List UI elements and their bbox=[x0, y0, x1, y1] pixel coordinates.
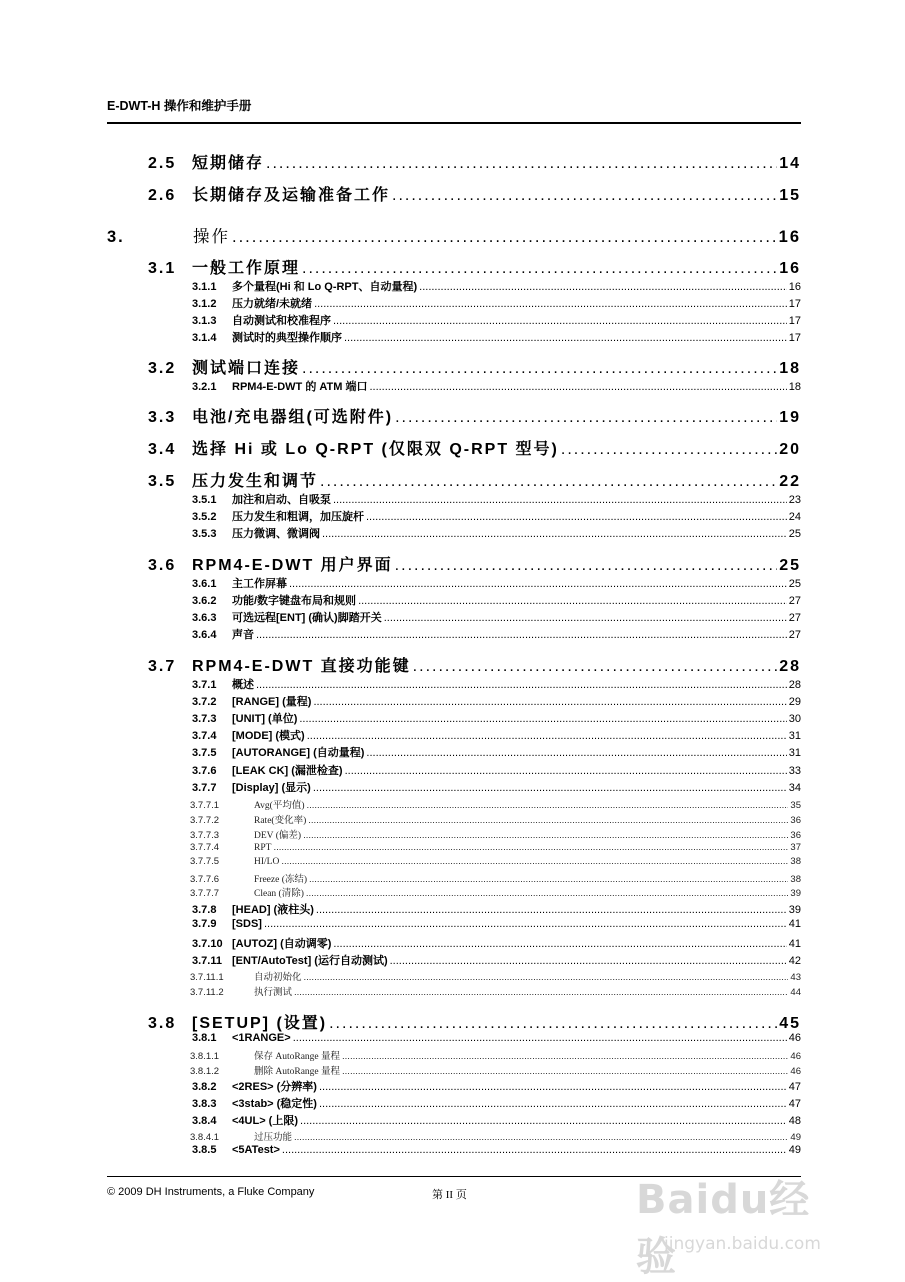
toc-entry[interactable] bbox=[190, 984, 801, 998]
toc-dot-leader bbox=[342, 1051, 788, 1062]
toc-entry-page: 16 bbox=[788, 281, 801, 293]
toc-entry-number: 2.6 bbox=[148, 187, 177, 204]
toc-entry-page: 36 bbox=[790, 830, 801, 841]
toc-dot-leader bbox=[316, 904, 787, 916]
toc-entry-number: 3.5 bbox=[148, 473, 177, 490]
toc-dot-leader bbox=[342, 1066, 788, 1077]
toc-entry[interactable] bbox=[190, 1129, 801, 1143]
toc-entry[interactable] bbox=[192, 952, 801, 968]
toc-entry-page: 45 bbox=[779, 1015, 801, 1032]
toc-entry-title: Freeze (冻结) bbox=[254, 875, 308, 885]
toc-entry-title: 压力微调、微调阀 bbox=[232, 528, 320, 540]
toc-entry-number: 3.7.11.2 bbox=[190, 987, 224, 998]
toc-entry[interactable] bbox=[192, 592, 801, 608]
toc-entry[interactable] bbox=[192, 779, 801, 795]
toc-entry-title: [HEAD] (液柱头) bbox=[232, 904, 314, 916]
toc-dot-leader bbox=[303, 830, 788, 841]
toc-entry[interactable] bbox=[192, 1078, 801, 1094]
toc-dot-leader bbox=[232, 228, 777, 247]
toc-dot-leader bbox=[299, 713, 786, 725]
toc-dot-leader bbox=[358, 595, 787, 607]
toc-entry[interactable] bbox=[107, 223, 801, 247]
toc-dot-leader bbox=[384, 612, 787, 624]
toc-entry[interactable] bbox=[190, 871, 801, 885]
toc-entry-title: RPM4-E-DWT 的 ATM 端口 bbox=[232, 381, 368, 393]
toc-entry-page: 47 bbox=[788, 1081, 801, 1093]
toc-entry[interactable] bbox=[190, 969, 801, 983]
document-header: E-DWT-H 操作和维护手册 bbox=[107, 99, 252, 113]
toc-entry-number: 3.6.1 bbox=[192, 578, 217, 590]
toc-entry-title: 自动初始化 bbox=[254, 973, 302, 983]
toc-entry-page: 44 bbox=[790, 987, 801, 998]
toc-entry[interactable] bbox=[148, 436, 801, 459]
watermark-url: jingyan.baidu.com bbox=[664, 1234, 821, 1254]
toc-dot-leader bbox=[333, 494, 787, 506]
toc-entry-title: [LEAK CK] (漏泄检查) bbox=[232, 765, 343, 777]
toc-entry-number: 3.8.1.2 bbox=[190, 1066, 220, 1077]
toc-entry-number: 3.7.8 bbox=[192, 904, 217, 916]
toc-entry[interactable] bbox=[192, 312, 801, 328]
toc-entry-page: 29 bbox=[788, 696, 801, 708]
footer-copyright: © 2009 DH Instruments, a Fluke Company bbox=[107, 1186, 315, 1198]
toc-entry-title: 压力发生和调节 bbox=[192, 473, 319, 490]
toc-entry[interactable] bbox=[192, 935, 801, 951]
toc-entry[interactable] bbox=[192, 508, 801, 524]
toc-entry[interactable] bbox=[192, 744, 801, 760]
toc-entry-number: 3.1.1 bbox=[192, 281, 217, 293]
toc-entry[interactable] bbox=[192, 693, 801, 709]
toc-entry-page: 41 bbox=[788, 918, 801, 930]
toc-entry-page: 27 bbox=[788, 629, 801, 641]
toc-entry-number: 3.1.2 bbox=[192, 298, 217, 310]
toc-entry-title: DEV (偏差) bbox=[254, 831, 302, 841]
toc-entry-number: 3.6 bbox=[148, 557, 177, 574]
toc-entry-page: 25 bbox=[788, 578, 801, 590]
toc-entry-number: 3.3 bbox=[148, 409, 177, 426]
toc-dot-leader bbox=[313, 696, 786, 708]
toc-entry-number: 3.7.7.6 bbox=[190, 874, 220, 885]
toc-dot-leader bbox=[345, 765, 787, 777]
toc-entry-title: <2RES> (分辨率) bbox=[232, 1081, 317, 1093]
toc-entry[interactable] bbox=[192, 609, 801, 625]
toc-entry-number: 3.6.4 bbox=[192, 629, 217, 641]
toc-entry-number: 3.7.3 bbox=[192, 713, 217, 725]
toc-dot-leader bbox=[256, 629, 787, 641]
toc-entry-page: 36 bbox=[790, 815, 801, 826]
toc-entry-title: RPT bbox=[254, 843, 272, 853]
toc-entry-number: 3.7.11.1 bbox=[190, 972, 224, 983]
toc-entry-title: Rate(变化率) bbox=[254, 816, 307, 826]
toc-entry[interactable] bbox=[192, 762, 801, 778]
toc-entry-number: 3.7.2 bbox=[192, 696, 217, 708]
toc-dot-leader bbox=[302, 360, 777, 378]
toc-entry-page: 19 bbox=[779, 409, 801, 426]
toc-entry-page: 33 bbox=[788, 765, 801, 777]
toc-entry-page: 27 bbox=[788, 595, 801, 607]
toc-entry-number: 3.7.11 bbox=[192, 955, 222, 967]
toc-entry-title: 自动测试和校准程序 bbox=[232, 315, 331, 327]
toc-dot-leader bbox=[282, 1144, 787, 1156]
toc-entry-page: 20 bbox=[779, 441, 801, 458]
toc-entry-title: <1RANGE> bbox=[232, 1032, 291, 1044]
toc-entry-number: 3.7.5 bbox=[192, 747, 217, 759]
toc-entry[interactable] bbox=[192, 710, 801, 726]
toc-entry-number: 3.7.7.3 bbox=[190, 830, 220, 841]
toc-dot-leader bbox=[366, 511, 787, 523]
toc-entry-number: 3.6.2 bbox=[192, 595, 217, 607]
toc-entry-title: 删除 AutoRange 量程 bbox=[254, 1067, 341, 1077]
baidu-watermark bbox=[636, 1168, 846, 1280]
toc-entry-number: 3.8.1.1 bbox=[190, 1051, 220, 1062]
toc-entry-page: 30 bbox=[788, 713, 801, 725]
toc-entry-number: 3.7.7.4 bbox=[190, 842, 220, 853]
toc-entry-number: 3.7 bbox=[148, 658, 177, 675]
toc-dot-leader bbox=[366, 747, 786, 759]
toc-entry-number: 3.5.2 bbox=[192, 511, 217, 523]
toc-entry[interactable] bbox=[192, 676, 801, 692]
toc-dot-leader bbox=[344, 332, 787, 344]
toc-entry[interactable] bbox=[190, 827, 801, 841]
toc-dot-leader bbox=[395, 409, 777, 427]
toc-entry-number: 3.7.7.5 bbox=[190, 856, 220, 867]
toc-entry-title: 执行测试 bbox=[254, 988, 293, 998]
toc-entry-page: 39 bbox=[788, 904, 801, 916]
toc-entry-title: 压力就绪/未就绪 bbox=[232, 298, 313, 310]
toc-entry-number: 3.8.4 bbox=[192, 1115, 217, 1127]
toc-entry-page: 49 bbox=[788, 1144, 801, 1156]
toc-entry-page: 28 bbox=[779, 658, 801, 675]
toc-entry-page: 18 bbox=[788, 381, 801, 393]
toc-entry[interactable] bbox=[148, 1010, 801, 1033]
toc-entry-title: [ENT/AutoTest] (运行自动测试) bbox=[232, 955, 388, 967]
toc-entry[interactable] bbox=[148, 255, 801, 278]
toc-entry-title: 电池/充电器组(可选附件) bbox=[192, 409, 394, 426]
toc-entry-page: 46 bbox=[788, 1032, 801, 1044]
toc-entry-title: 短期储存 bbox=[192, 155, 265, 172]
toc-dot-leader bbox=[300, 1115, 787, 1127]
toc-dot-leader bbox=[314, 298, 787, 310]
toc-entry-number: 3.6.3 bbox=[192, 612, 217, 624]
toc-entry-title: [SDS] bbox=[232, 918, 262, 930]
toc-dot-leader bbox=[308, 815, 788, 826]
toc-entry[interactable] bbox=[192, 491, 801, 507]
toc-entry[interactable] bbox=[192, 1144, 801, 1156]
toc-entry-number: 3.7.7.1 bbox=[190, 800, 220, 811]
toc-dot-leader bbox=[333, 938, 786, 950]
toc-entry-number: 2.5 bbox=[148, 155, 177, 172]
toc-entry[interactable] bbox=[192, 1095, 801, 1111]
toc-entry-title: [AUTOZ] (自动调零) bbox=[232, 938, 332, 950]
toc-entry-number: 3.7.7 bbox=[192, 782, 217, 794]
toc-dot-leader bbox=[390, 955, 787, 967]
toc-dot-leader bbox=[392, 187, 777, 205]
toc-entry-title: 功能/数字键盘布局和规则 bbox=[232, 595, 357, 607]
toc-entry[interactable] bbox=[192, 329, 801, 345]
toc-entry-number: 3.7.7.2 bbox=[190, 815, 220, 826]
toc-dot-leader bbox=[294, 987, 788, 998]
toc-dot-leader bbox=[273, 842, 788, 853]
toc-dot-leader bbox=[313, 782, 787, 794]
toc-entry-page: 25 bbox=[779, 557, 801, 574]
toc-entry-number: 3.8.3 bbox=[192, 1098, 217, 1110]
toc-entry-page: 48 bbox=[788, 1115, 801, 1127]
toc-entry-title: [MODE] (模式) bbox=[232, 730, 305, 742]
toc-entry-title: 选择 Hi 或 Lo Q-RPT (仅限双 Q-RPT 型号) bbox=[192, 441, 559, 458]
toc-entry[interactable] bbox=[190, 1048, 801, 1062]
toc-entry[interactable] bbox=[148, 355, 801, 378]
toc-entry-number: 3.8.2 bbox=[192, 1081, 217, 1093]
toc-entry-title: 一般工作原理 bbox=[192, 260, 301, 277]
toc-entry-number: 3.1.4 bbox=[192, 332, 217, 344]
toc-entry[interactable] bbox=[190, 1063, 801, 1077]
toc-entry-page: 43 bbox=[790, 972, 801, 983]
toc-dot-leader bbox=[293, 1032, 787, 1044]
toc-dot-leader bbox=[306, 800, 788, 811]
toc-entry-number: 3.1.3 bbox=[192, 315, 217, 327]
toc-entry-number: 3.7.10 bbox=[192, 938, 223, 950]
toc-dot-leader bbox=[329, 1015, 777, 1033]
toc-dot-leader bbox=[294, 1132, 788, 1143]
toc-entry[interactable] bbox=[192, 727, 801, 743]
toc-entry-page: 46 bbox=[790, 1051, 801, 1062]
toc-entry[interactable] bbox=[190, 842, 801, 853]
toc-dot-leader bbox=[266, 155, 777, 173]
toc-entry-page: 35 bbox=[790, 800, 801, 811]
toc-entry[interactable] bbox=[192, 575, 801, 591]
footer-page-number: 第 II 页 bbox=[432, 1189, 467, 1201]
toc-entry[interactable] bbox=[192, 525, 801, 541]
toc-entry-page: 17 bbox=[788, 315, 801, 327]
toc-entry-page: 18 bbox=[779, 360, 801, 377]
toc-entry-number: 3.8.4.1 bbox=[190, 1132, 220, 1143]
toc-entry-title: 多个量程(Hi 和 Lo Q-RPT、自动量程) bbox=[232, 281, 418, 293]
toc-entry-page: 49 bbox=[790, 1132, 801, 1143]
toc-entry-page: 38 bbox=[790, 856, 801, 867]
toc-entry-page: 34 bbox=[788, 782, 801, 794]
toc-dot-leader bbox=[333, 315, 787, 327]
toc-entry-title: 主工作屏幕 bbox=[232, 578, 287, 590]
toc-entry-page: 37 bbox=[790, 842, 801, 853]
toc-entry-title: 压力发生和粗调，加压旋杆 bbox=[232, 511, 364, 523]
toc-entry[interactable] bbox=[192, 901, 801, 917]
toc-entry-title: <4UL> (上限) bbox=[232, 1115, 299, 1127]
toc-entry-title: [AUTORANGE] (自动量程) bbox=[232, 747, 365, 759]
toc-entry[interactable] bbox=[192, 1112, 801, 1128]
toc-dot-leader bbox=[561, 441, 777, 459]
toc-entry-page: 16 bbox=[778, 228, 801, 246]
watermark-brand: Baidu经验 bbox=[636, 1177, 811, 1280]
toc-entry-number: 3.7.1 bbox=[192, 679, 217, 691]
toc-entry[interactable] bbox=[190, 797, 801, 811]
toc-entry[interactable] bbox=[192, 1032, 801, 1044]
toc-dot-leader bbox=[322, 528, 787, 540]
toc-entry[interactable] bbox=[190, 885, 801, 899]
toc-entry-title: Avg(平均值) bbox=[254, 801, 305, 811]
toc-dot-leader bbox=[309, 874, 788, 885]
toc-entry-page: 42 bbox=[788, 955, 801, 967]
toc-dot-leader bbox=[319, 1081, 787, 1093]
toc-entry-title: Clean (清除) bbox=[254, 889, 304, 899]
toc-entry[interactable] bbox=[148, 468, 801, 491]
toc-entry-page: 31 bbox=[788, 730, 801, 742]
toc-entry-number: 3.2.1 bbox=[192, 381, 217, 393]
toc-entry-page: 31 bbox=[788, 747, 801, 759]
toc-entry[interactable] bbox=[190, 812, 801, 826]
toc-dot-leader bbox=[306, 888, 789, 899]
toc-entry-title: <5ATest> bbox=[232, 1144, 280, 1156]
toc-entry-title: RPM4-E-DWT 用户界面 bbox=[192, 557, 393, 574]
toc-entry-title: RPM4-E-DWT 直接功能键 bbox=[192, 658, 411, 675]
toc-entry-title: [SETUP] (设置) bbox=[192, 1015, 328, 1032]
toc-entry-page: 23 bbox=[788, 494, 801, 506]
toc-dot-leader bbox=[302, 260, 777, 278]
toc-entry-title: 操作 bbox=[193, 228, 230, 246]
toc-entry-page: 16 bbox=[779, 260, 801, 277]
toc-entry-page: 17 bbox=[788, 332, 801, 344]
toc-entry[interactable] bbox=[192, 378, 801, 394]
toc-entry-title: 声音 bbox=[232, 629, 254, 641]
toc-entry-title: 长期储存及运输准备工作 bbox=[192, 187, 391, 204]
toc-dot-leader bbox=[320, 473, 777, 491]
toc-entry-page: 27 bbox=[788, 612, 801, 624]
toc-entry-title: 测试时的典型操作顺序 bbox=[232, 332, 342, 344]
toc-entry[interactable] bbox=[192, 918, 801, 930]
toc-entry-page: 41 bbox=[788, 938, 801, 950]
toc-dot-leader bbox=[369, 381, 786, 393]
toc-entry-title: [RANGE] (量程) bbox=[232, 696, 312, 708]
toc-entry-number: 3. bbox=[107, 228, 125, 246]
toc-entry-page: 47 bbox=[788, 1098, 801, 1110]
toc-entry-page: 46 bbox=[790, 1066, 801, 1077]
toc-entry-title: [UNIT] (单位) bbox=[232, 713, 298, 725]
toc-entry-page: 14 bbox=[779, 155, 801, 172]
toc-entry-page: 24 bbox=[788, 511, 801, 523]
toc-entry[interactable] bbox=[148, 404, 801, 427]
toc-entry[interactable] bbox=[192, 278, 801, 294]
toc-entry-title: 加注和启动、自吸泵 bbox=[232, 494, 331, 506]
toc-entry-number: 3.8.1 bbox=[192, 1032, 217, 1044]
toc-dot-leader bbox=[413, 658, 778, 676]
toc-entry-title: 测试端口连接 bbox=[192, 360, 301, 377]
toc-entry-number: 3.5.3 bbox=[192, 528, 217, 540]
toc-entry-number: 3.4 bbox=[148, 441, 177, 458]
toc-dot-leader bbox=[419, 281, 787, 293]
toc-entry[interactable] bbox=[148, 182, 801, 205]
toc-entry-title: 概述 bbox=[232, 679, 254, 691]
toc-entry-number: 3.7.9 bbox=[192, 918, 217, 930]
toc-entry-title: 可选远程[ENT] (确认)脚踏开关 bbox=[232, 612, 382, 624]
toc-entry-page: 28 bbox=[788, 679, 801, 691]
toc-entry[interactable] bbox=[192, 626, 801, 642]
toc-dot-leader bbox=[307, 730, 787, 742]
toc-dot-leader bbox=[319, 1098, 787, 1110]
toc-entry-number: 3.7.7.7 bbox=[190, 888, 220, 899]
toc-entry-number: 3.2 bbox=[148, 360, 177, 377]
toc-entry-title: 保存 AutoRange 量程 bbox=[254, 1052, 341, 1062]
toc-dot-leader bbox=[304, 972, 789, 983]
toc-entry-page: 39 bbox=[790, 888, 801, 899]
toc-dot-leader bbox=[256, 679, 787, 691]
toc-entry-number: 3.1 bbox=[148, 260, 177, 277]
toc-dot-leader bbox=[281, 856, 788, 867]
toc-entry-title: HI/LO bbox=[254, 857, 280, 867]
toc-entry-number: 3.7.6 bbox=[192, 765, 217, 777]
toc-dot-leader bbox=[289, 578, 787, 590]
toc-entry[interactable] bbox=[192, 295, 801, 311]
toc-entry-page: 15 bbox=[779, 187, 801, 204]
toc-entry-page: 22 bbox=[779, 473, 801, 490]
toc-entry[interactable] bbox=[190, 856, 801, 867]
toc-entry-page: 38 bbox=[790, 874, 801, 885]
toc-entry-number: 3.7.4 bbox=[192, 730, 217, 742]
toc-entry-number: 3.5.1 bbox=[192, 494, 217, 506]
toc-entry[interactable] bbox=[148, 653, 801, 676]
toc-entry-title: 过压功能 bbox=[254, 1133, 293, 1143]
toc-dot-leader bbox=[264, 918, 787, 930]
toc-entry-number: 3.8 bbox=[148, 1015, 177, 1032]
toc-entry[interactable] bbox=[148, 150, 801, 173]
toc-entry-title: <3stab> (稳定性) bbox=[232, 1098, 317, 1110]
toc-entry[interactable] bbox=[148, 552, 801, 575]
toc-dot-leader bbox=[395, 557, 778, 575]
toc-entry-page: 17 bbox=[788, 298, 801, 310]
toc-entry-title: [Display] (显示) bbox=[232, 782, 311, 794]
toc-entry-page: 25 bbox=[788, 528, 801, 540]
toc-entry-number: 3.8.5 bbox=[192, 1144, 217, 1156]
